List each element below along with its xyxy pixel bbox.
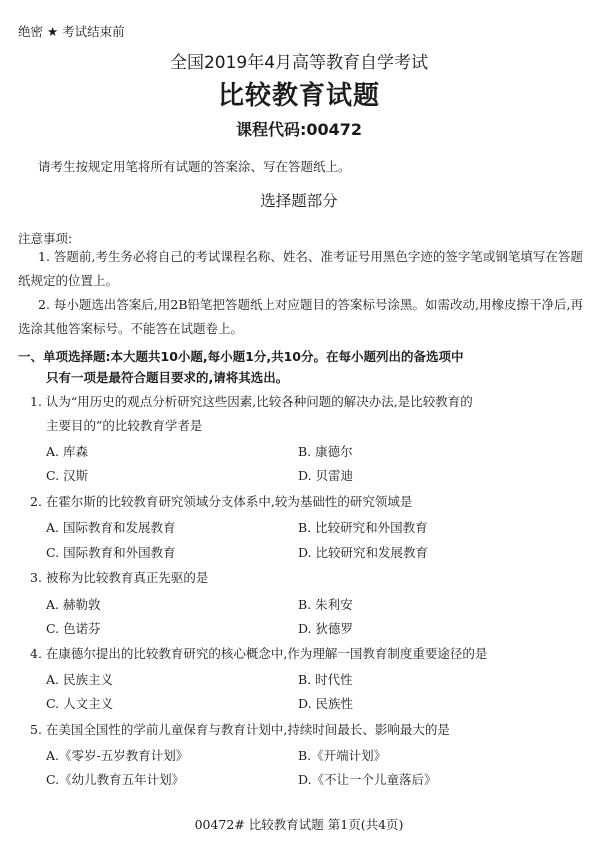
question-5-option-d: D.《不让一个儿童落后》 [298, 772, 437, 787]
question-3-stem: 3. 被称为比较教育真正先驱的是 [30, 570, 209, 585]
answer-instruction: 请考生按规定用笔将所有试题的答案涂、写在答题纸上。 [38, 159, 351, 174]
question-5-option-b: B.《开端计划》 [298, 748, 387, 763]
question-1-option-a: A. 库森 [46, 444, 88, 459]
question-3-option-a: A. 赫勒敦 [46, 597, 101, 612]
page-footer: 00472# 比较教育试题 第1页(共4页) [194, 817, 404, 832]
note-item-1-text: 1. 答题前,考生务必将自己的考试课程名称、姓名、准考证号用黑色字迹的签字笔或钢笔填写在答题纸规定的位置上。 [18, 249, 583, 288]
note-item-2-text: 2. 每小题选出答案后,用2B铅笔把答题纸上对应题目的答案标号涂黑。如需改动,用橡皮擦干净后,再选涂其他答案标号。不能答在试题卷上。 [18, 297, 583, 336]
question-2-option-d: D. 比较研究和发展教育 [298, 545, 429, 560]
note-item-2 [18, 293, 583, 341]
question-5-option-a: A.《零岁-五岁教育计划》 [46, 748, 189, 763]
question-5-stem: 5. 在美国全国性的学前儿童保育与教育计划中,持续时间最长、影响最大的是 [30, 722, 450, 737]
question-4-option-c: C. 人文主义 [46, 696, 114, 711]
question-4-option-b: B. 时代性 [298, 672, 353, 687]
question-4-option-d: D. 民族性 [298, 696, 354, 711]
question-2-option-a: A. 国际教育和发展教育 [46, 520, 176, 535]
question-3-option-b: B. 朱利安 [298, 597, 353, 612]
section-title: 选择题部分 [260, 192, 338, 210]
question-4-stem: 4. 在康德尔提出的比较教育研究的核心概念中,作为理解一国教育制度重要途径的是 [30, 646, 488, 661]
question-1-option-d: D. 贝雷迪 [298, 468, 354, 483]
exam-title: 全国2019年4月高等教育自学考试 [169, 53, 429, 73]
note-item-1 [18, 245, 583, 293]
confidential-mark: 绝密 ★ 考试结束前 [18, 24, 125, 39]
part-one-heading-line2: 只有一项是最符合题目要求的,请将其选出。 [46, 370, 289, 385]
question-3-option-d: D. 狄德罗 [298, 621, 354, 636]
question-2-stem: 2. 在霍尔斯的比较教育研究领域分支体系中,较为基础性的研究领域是 [30, 494, 413, 509]
part-one-heading-line1: 一、单项选择题:本大题共10小题,每小题1分,共10分。在每小题列出的备选项中 [18, 349, 464, 364]
question-1-option-b: B. 康德尔 [298, 444, 353, 459]
question-1-stem-cont: 主要目的”的比较教育学者是 [46, 418, 203, 433]
paper-title: 比较教育试题 [217, 81, 380, 111]
question-2-option-c: C. 国际教育和外国教育 [46, 545, 176, 560]
question-3-option-c: C. 色诺芬 [46, 621, 101, 636]
question-1-stem: 1. 认为“用历史的观点分析研究这些因素,比较各种问题的解决办法,是比较教育的 [30, 394, 473, 409]
question-4-option-a: A. 民族主义 [46, 672, 113, 687]
course-code: 课程代码:00472 [235, 120, 363, 139]
question-1-option-c: C. 汉斯 [46, 468, 89, 483]
question-5-option-c: C.《幼儿教育五年计划》 [46, 772, 185, 787]
question-2-option-b: B. 比较研究和外国教育 [298, 520, 428, 535]
notes-heading: 注意事项: [18, 231, 73, 246]
